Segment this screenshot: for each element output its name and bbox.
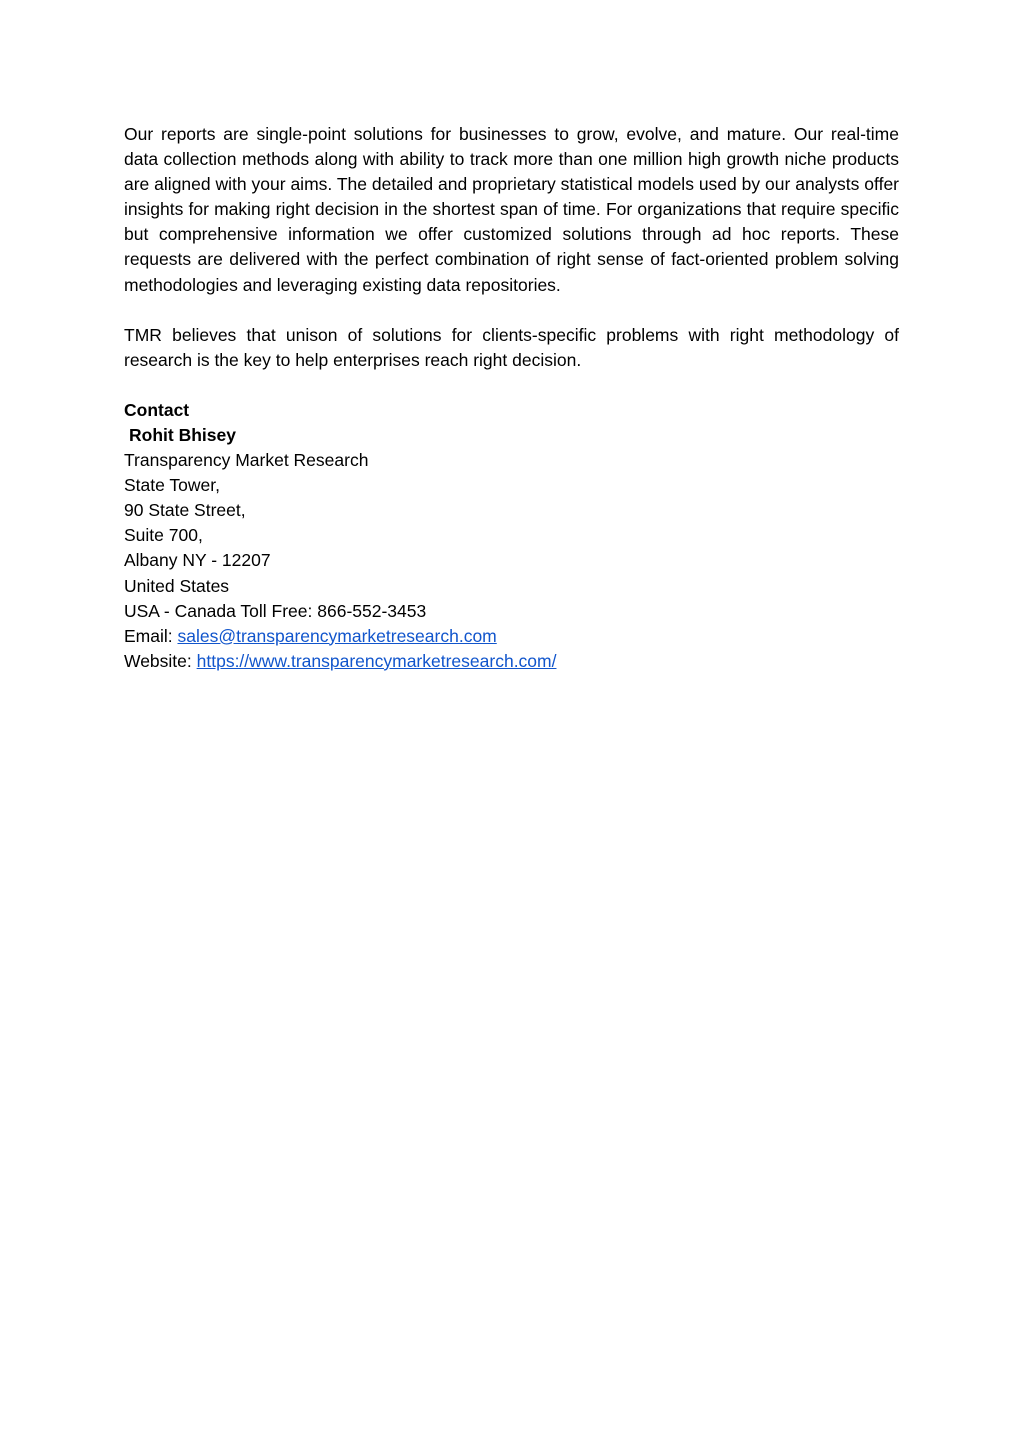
- tmr-belief-paragraph: TMR believes that unison of solutions for clients-specific problems with right methodology of research is the key to help enterprises reach right decision.: [124, 324, 899, 370]
- address-line-1: State Tower,: [124, 475, 220, 496]
- intro-paragraph: Our reports are single-point solutions for businesses to grow, evolve, and mature. Our real-time data collection methods along with ability to track more than one million high growth niche products are aligned with your aims. The detailed and proprietary statistical models used by our analysts offer insights for making right decision in the shortest span of time. For organizations that require specific but comprehensive information we offer customized solutions through ad hoc reports. These requests are delivered with the perfect combination of right sense of fact-oriented problem solving methodologies and leveraging existing data repositories.: [124, 124, 899, 295]
- email-link[interactable]: sales@transparencymarketresearch.com: [177, 625, 497, 646]
- toll-free-number: USA - Canada Toll Free: 866-552-3453: [124, 600, 427, 621]
- address-line-3: Suite 700,: [124, 525, 203, 546]
- contact-name: Rohit Bhisey: [129, 424, 236, 445]
- website-label: Website:: [124, 650, 197, 671]
- country: United States: [124, 575, 230, 596]
- address-line-2: 90 State Street,: [124, 500, 246, 521]
- contact-block: [124, 398, 899, 674]
- company-name: Transparency Market Research: [124, 450, 369, 471]
- website-row: [124, 649, 899, 674]
- contact-heading: Contact: [124, 399, 190, 420]
- document-page: [124, 122, 899, 674]
- email-label: Email:: [124, 625, 178, 646]
- website-link[interactable]: https://www.transparencymarketresearch.com/: [196, 650, 557, 671]
- email-row: [124, 624, 899, 649]
- city-state-zip: Albany NY - 12207: [124, 550, 271, 571]
